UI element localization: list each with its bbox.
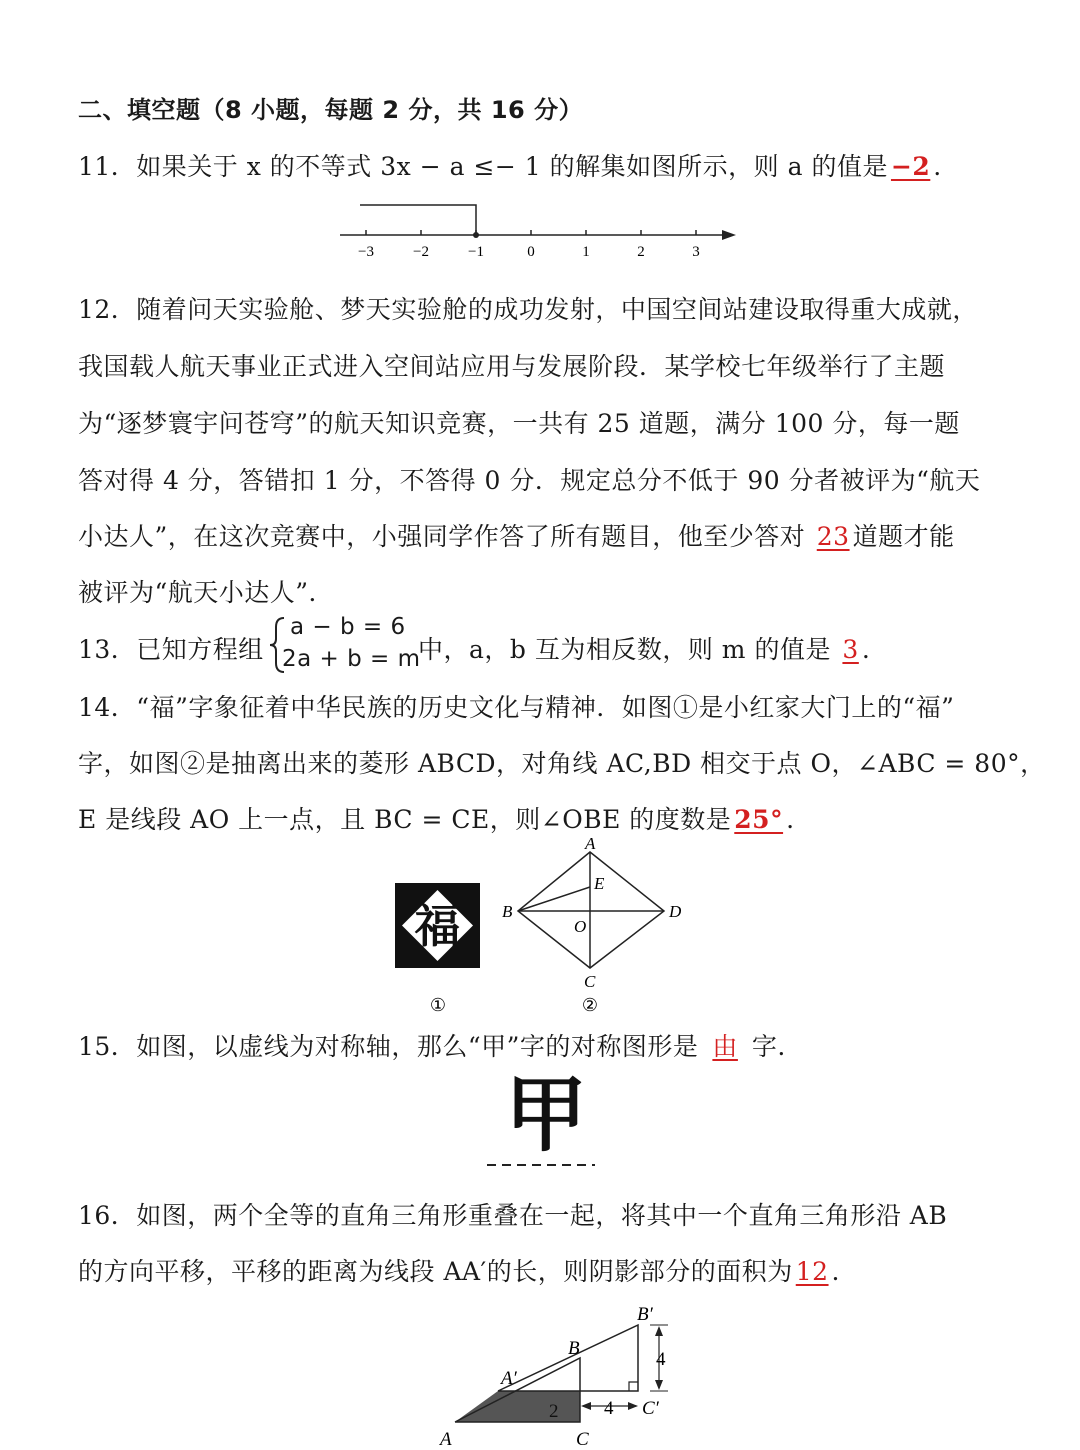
dim-shaded: 2 <box>549 1401 559 1422</box>
symmetry-axis-dashed <box>485 1162 605 1168</box>
q16-line2-text: 的方向平移，平移的距离为线段 AA′的长，则阴影部分的面积为 <box>78 1257 793 1286</box>
q12-line5-text: 小达人”，在这次竞赛中，小强同学作答了所有题目，他至少答对 <box>78 522 806 551</box>
q14-line3-post: . <box>786 805 795 834</box>
q13-eq2: 2a + b = m <box>282 646 421 672</box>
q12-line-2: 我国载人航天事业正式进入空间站应用与发展阶段．某学校七年级举行了主题 <box>78 352 946 381</box>
label-A1: A′ <box>501 1368 517 1389</box>
q16-line-1: 16．如图，两个全等的直角三角形重叠在一起，将其中一个直角三角形沿 AB <box>78 1201 948 1230</box>
number-line-tick-label: 0 <box>527 244 535 260</box>
q14-line-2: 字，如图②是抽离出来的菱形 ABCD，对角线 AC,BD 相交于点 O，∠ABC = 80°， <box>78 749 1046 778</box>
q12-line-5 <box>78 517 955 553</box>
label-D: D <box>669 902 682 921</box>
q12-line-6: 被评为“航天小达人”． <box>78 578 335 607</box>
section-title: 二、填空题（8 小题，每题 2 分，共 16 分） <box>78 96 584 124</box>
dim-bottom: 4 <box>604 1398 614 1419</box>
q12-answer: 23 <box>816 522 850 551</box>
triangles-figure <box>0 1300 1080 1450</box>
q16-line2-post: . <box>831 1257 840 1286</box>
number-line-tick-label: 2 <box>637 244 645 260</box>
shaded-region <box>455 1391 580 1422</box>
question-13 <box>78 630 264 666</box>
label-E: E <box>594 874 605 893</box>
question-11 <box>78 147 942 183</box>
q12-line5-post: 道题才能 <box>852 522 955 551</box>
q16-line-2 <box>78 1252 840 1288</box>
number-line-tick-label: −1 <box>468 244 484 260</box>
jia-glyph: 甲 <box>505 1068 588 1163</box>
label-C1: C′ <box>642 1398 659 1419</box>
label-O: O <box>574 917 587 936</box>
number-line-tick-label: −3 <box>358 244 374 260</box>
q14-line-1: 14．“福”字象征着中华民族的历史文化与精神．如图①是小红家大门上的“福” <box>78 693 955 722</box>
q15-text: 15．如图，以虚线为对称轴，那么“甲”字的对称图形是 <box>78 1032 699 1061</box>
q11-answer: −2 <box>890 152 931 181</box>
q13-answer: 3 <box>842 635 859 664</box>
fu-glyph: 福 <box>414 899 461 953</box>
q14-line3-text: E 是线段 AO 上一点，且 BC = CE，则∠OBE 的度数是 <box>78 805 732 834</box>
number-line-tick-label: −2 <box>413 244 429 260</box>
q13-rest <box>418 630 870 666</box>
q16-answer: 12 <box>795 1257 829 1286</box>
q13-eq1: a − b = 6 <box>290 614 406 640</box>
fig-label-1: ① <box>429 995 447 1015</box>
label-C: C <box>584 972 596 991</box>
q11-text: 11．如果关于 x 的不等式 3x − a ≤− 1 的解集如图所示，则 a 的值是 <box>78 152 888 181</box>
label-C: C <box>576 1429 589 1450</box>
rhombus-figure <box>0 835 1080 1025</box>
q15-answer: 由 <box>712 1032 738 1061</box>
label-B: B <box>502 902 513 921</box>
q12-line-1: 12．随着问天实验舱、梦天实验舱的成功发射，中国空间站建设取得重大成就， <box>78 295 978 324</box>
label-B: B <box>568 1338 580 1359</box>
q13-mid: 中，a，b 互为相反数，则 m 的值是 <box>418 635 831 664</box>
label-A: A <box>440 1429 452 1450</box>
q14-line-3 <box>78 800 795 836</box>
label-B1: B′ <box>637 1304 653 1325</box>
fig-label-2: ② <box>581 995 599 1015</box>
q13-text: 13．已知方程组 <box>78 635 264 664</box>
q12-line-3: 为“逐梦寰宇问苍穹”的航天知识竞赛，一共有 25 道题，满分 100 分，每一题 <box>78 409 960 438</box>
q13-post: . <box>861 635 871 664</box>
q14-answer: 25° <box>734 805 784 834</box>
question-15 <box>78 1027 786 1063</box>
label-A: A <box>585 835 596 853</box>
number-line-tick-label: 3 <box>692 244 700 260</box>
q11-post: . <box>933 152 942 181</box>
number-line-tick-label: 1 <box>582 244 590 260</box>
q12-line-4: 答对得 4 分，答错扣 1 分，不答得 0 分．规定总分不低于 90 分者被评为“航天 <box>78 466 981 495</box>
q15-post: 字. <box>751 1032 786 1061</box>
dim-right: 4 <box>656 1349 666 1370</box>
